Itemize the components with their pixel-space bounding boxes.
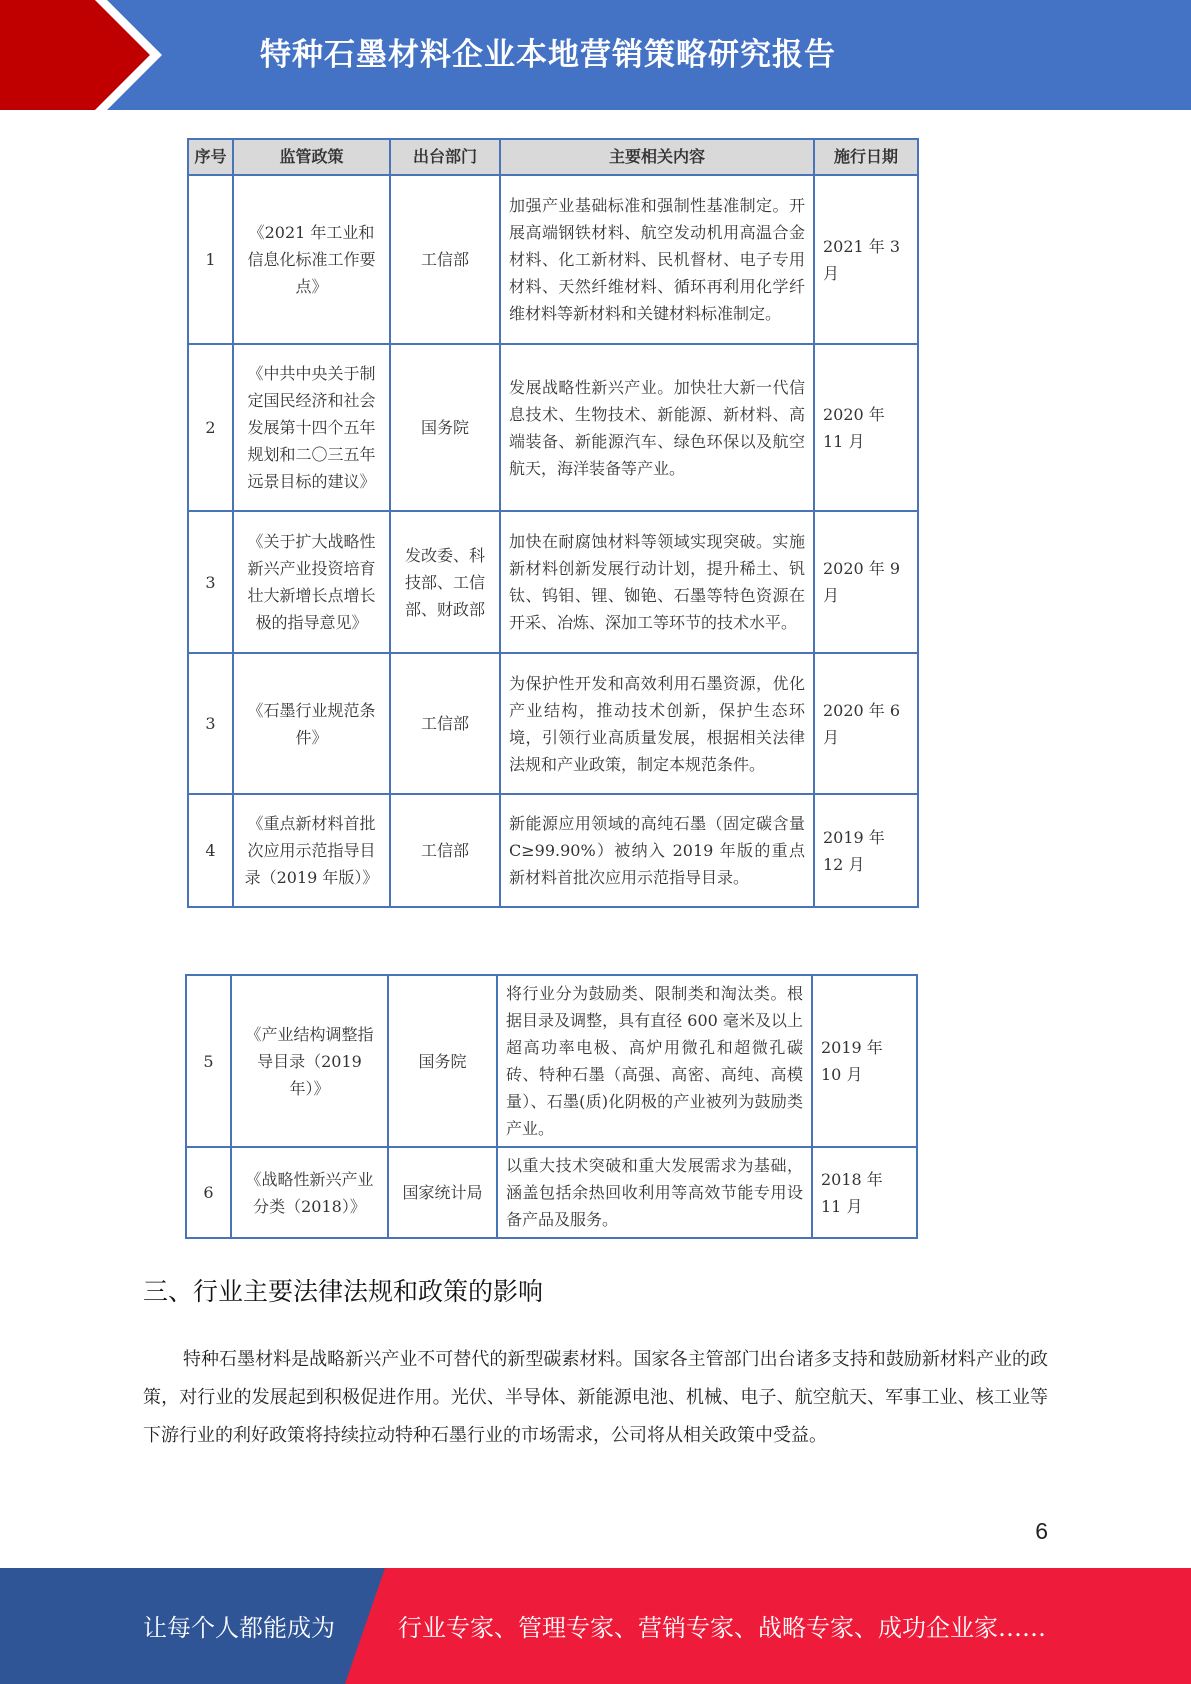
effective-date: 2020 年 9 月 <box>814 511 918 653</box>
row-number: 3 <box>188 511 233 653</box>
policy-content: 为保护性开发和高效利用石墨资源，优化产业结构，推动技术创新，保护生态环境，引领行业高质量发展，根据相关法律法规和产业政策，制定本规范条件。 <box>500 653 814 794</box>
policy-content: 发展战略性新兴产业。加快壮大新一代信息技术、生物技术、新能源、新材料、高端装备、新能源汽车、绿色环保以及航空航天，海洋装备等产业。 <box>500 344 814 511</box>
report-title: 特种石墨材料企业本地营销策略研究报告 <box>260 37 836 73</box>
effective-date: 2021 年 3 月 <box>814 175 918 344</box>
department: 工信部 <box>390 653 500 794</box>
page-footer <box>0 1568 1191 1684</box>
table-row <box>188 175 918 344</box>
row-number: 2 <box>188 344 233 511</box>
policy-name: 《2021 年工业和信息化标准工作要点》 <box>233 175 390 344</box>
policy-content: 新能源应用领域的高纯石墨（固定碳含量 C≥99.90%）被纳入 2019 年版的重点新材料首批次应用示范指导目录。 <box>500 794 814 907</box>
section-heading: 三、行业主要法律法规和政策的影响 <box>143 1278 544 1306</box>
body-paragraph: 特种石墨材料是战略新兴产业不可替代的新型碳素材料。国家各主管部门出台诸多支持和鼓励新材料产业的政策，对行业的发展起到积极促进作用。光伏、半导体、新能源电池、机械、电子、航空航天、军事工业、核工业等下游行业的利好政策将持续拉动特种石墨行业的市场需求，公司将从相关政策中受益。 <box>143 1349 1048 1446</box>
col-header-date: 施行日期 <box>814 139 918 175</box>
row-number: 6 <box>186 1147 231 1238</box>
row-number: 5 <box>186 975 231 1147</box>
department: 国务院 <box>390 344 500 511</box>
effective-date: 2019 年 10 月 <box>812 975 917 1147</box>
policy-content: 加快在耐腐蚀材料等领域实现突破。实施新材料创新发展行动计划，提升稀土、钒钛、钨钼、锂、铷铯、石墨等特色资源在开采、冶炼、深加工等环节的技术水平。 <box>500 511 814 653</box>
header-arrow-decoration <box>0 0 260 110</box>
policy-name: 《石墨行业规范条件》 <box>233 653 390 794</box>
policy-table <box>187 138 919 908</box>
page-header <box>0 0 1191 110</box>
effective-date: 2020 年 11 月 <box>814 344 918 511</box>
department: 工信部 <box>390 175 500 344</box>
policy-content: 加强产业基础标准和强制性基准制定。开展高端钢铁材料、航空发动机用高温合金材料、化工新材料、民机督材、电子专用材料、天然纤维材料、循环再利用化学纤维材料等新材料和关键材料标准制定。 <box>500 175 814 344</box>
page-number: 6 <box>1035 1518 1048 1544</box>
policy-content: 以重大技术突破和重大发展需求为基础，涵盖包括余热回收利用等高效节能专用设备产品及服务。 <box>497 1147 812 1238</box>
row-number: 3 <box>188 653 233 794</box>
table-header-row <box>188 139 918 175</box>
policy-name: 《关于扩大战略性新兴产业投资培育壮大新增长点增长极的指导意见》 <box>233 511 390 653</box>
col-header-no: 序号 <box>188 139 233 175</box>
policy-name: 《重点新材料首批次应用示范指导目录（2019 年版）》 <box>233 794 390 907</box>
row-number: 4 <box>188 794 233 907</box>
policy-name: 《战略性新兴产业分类（2018）》 <box>231 1147 388 1238</box>
policy-name: 《中共中央关于制定国民经济和社会发展第十四个五年规划和二〇三五年远景目标的建议》 <box>233 344 390 511</box>
footer-slogan-right: 行业专家、管理专家、营销专家、战略专家、成功企业家…… <box>398 1614 1046 1642</box>
row-number: 1 <box>188 175 233 344</box>
effective-date: 2020 年 6 月 <box>814 653 918 794</box>
policy-name: 《产业结构调整指导目录（2019 年）》 <box>231 975 388 1147</box>
table-row <box>188 344 918 511</box>
department: 发改委、科技部、工信部、财政部 <box>390 511 500 653</box>
table-row <box>188 794 918 907</box>
table-row <box>188 511 918 653</box>
col-header-dept: 出台部门 <box>390 139 500 175</box>
col-header-policy: 监管政策 <box>233 139 390 175</box>
department: 国务院 <box>388 975 497 1147</box>
table-row <box>186 1147 917 1238</box>
policy-content: 将行业分为鼓励类、限制类和淘汰类。根据目录及调整，具有直径 600 毫米及以上超高功率电极、高炉用微孔和超微孔碳砖、特种石墨（高强、高密、高纯、高模量）、石墨(质)化阴极的产业被列为鼓励类产业。 <box>497 975 812 1147</box>
table-row <box>186 975 917 1147</box>
department: 国家统计局 <box>388 1147 497 1238</box>
policy-table-continued <box>185 974 918 1239</box>
department: 工信部 <box>390 794 500 907</box>
footer-slogan-left: 让每个人都能成为 <box>143 1614 335 1642</box>
effective-date: 2019 年 12 月 <box>814 794 918 907</box>
table-row <box>188 653 918 794</box>
effective-date: 2018 年 11 月 <box>812 1147 917 1238</box>
col-header-content: 主要相关内容 <box>500 139 814 175</box>
